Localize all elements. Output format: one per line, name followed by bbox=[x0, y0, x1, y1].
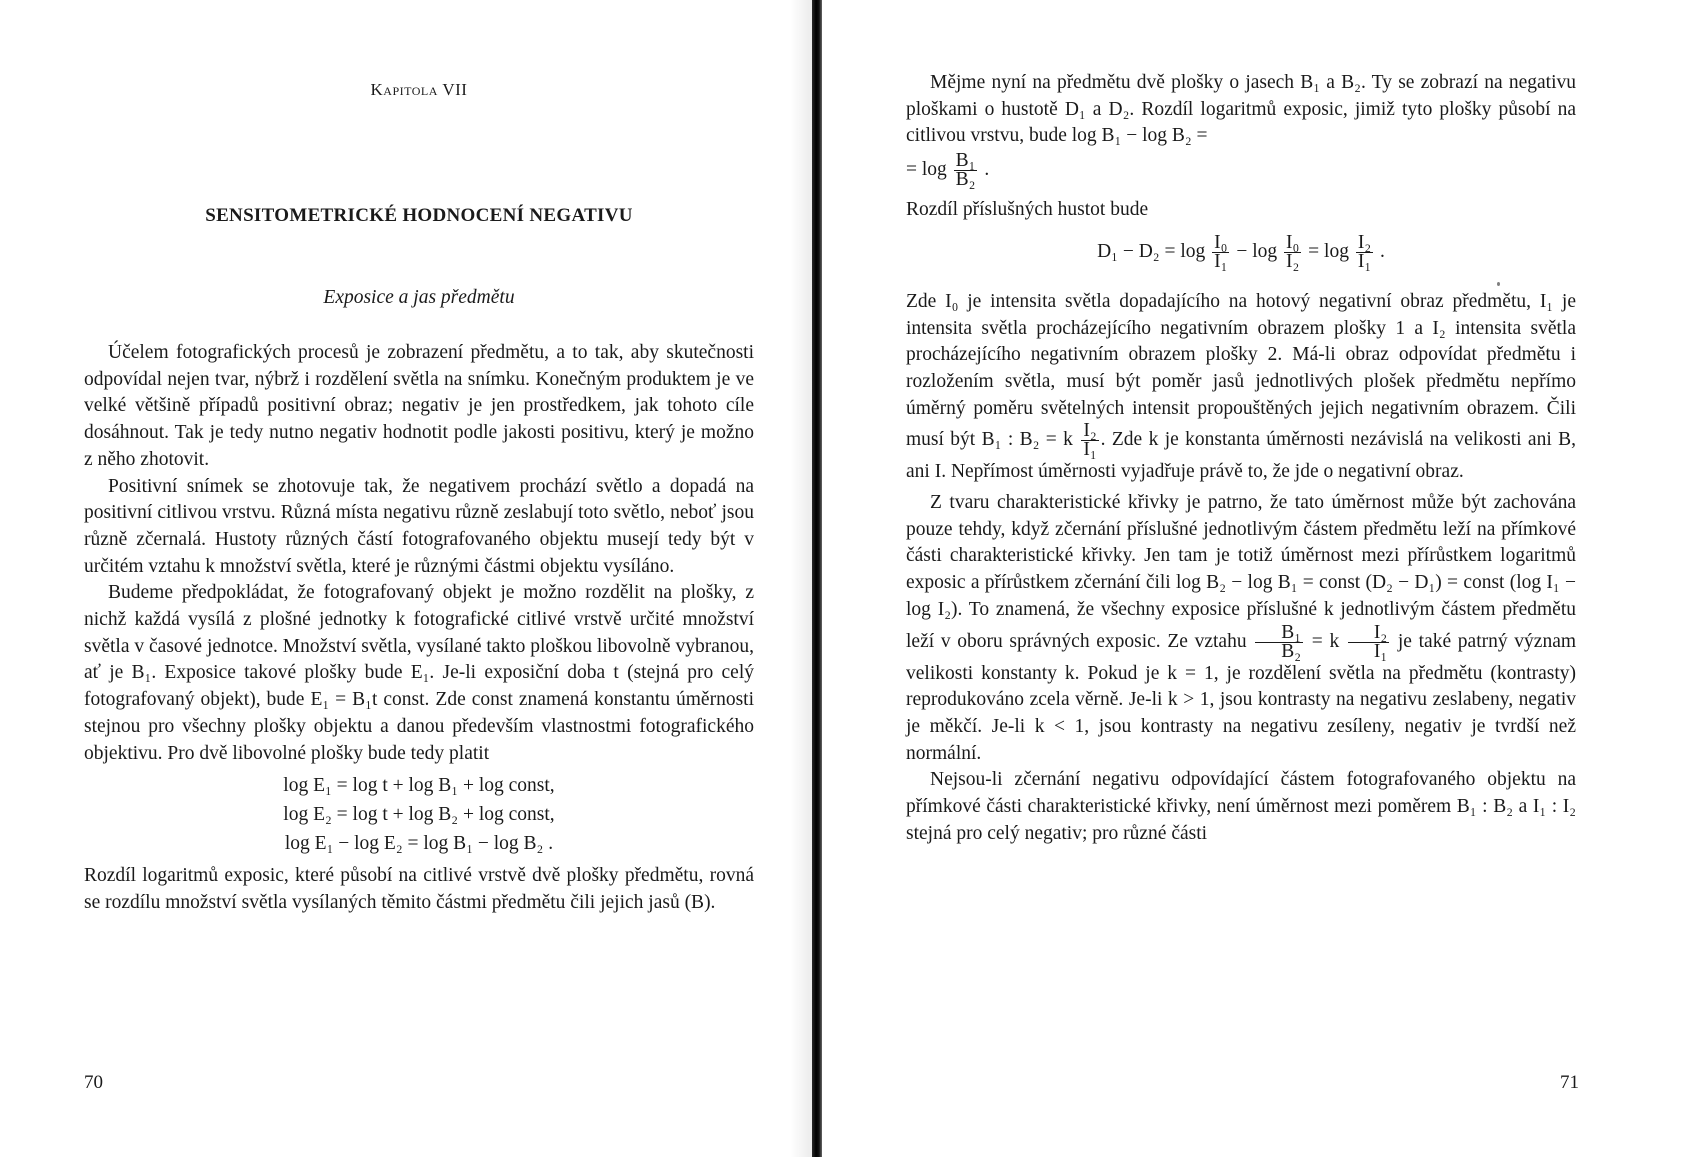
proportion-fraction bbox=[1081, 422, 1098, 459]
relation-mid: = k bbox=[1311, 630, 1340, 652]
right-paragraph-4-tail: je také patrný význam velikosti konstanty k. Pokud je k = 1, je rozdělení světla na předmětu (kontrasty) reprodukováno zcela věrně. Je-li k > 1, jsou kontrasty na negativu zeslabeny, negativ je měkčí. Je-li k < 1, jsou kontrasty na negativu zesíleny, negativ je tvrdší než normální. bbox=[906, 630, 1577, 764]
right-paragraph-3 bbox=[906, 289, 1576, 486]
density-fraction-2 bbox=[1284, 231, 1301, 272]
page-number-left: 70 bbox=[84, 1072, 103, 1093]
density-equation bbox=[906, 231, 1576, 272]
right-page bbox=[822, 0, 1695, 1157]
ratio-denominator: B₂ bbox=[955, 169, 976, 191]
ratio-numerator: B₁ bbox=[955, 150, 976, 172]
ink-speck bbox=[1497, 282, 1500, 286]
right-paragraph-1 bbox=[906, 70, 1576, 150]
density-eq-end: . bbox=[1380, 240, 1385, 262]
left-paragraph-3: Budeme předpokládat, že fotografovaný objekt je možno rozdělit na plošky, z nichž každá vysílá z plošné jednotky k fotografické citlivé vrstvě určité množství světla v časové jednotce. Množství světla, vysílané takto ploškou libovolně vybranou, ať je B₁. Exposice takové plošky bude E₁. Je-li exposiční doba t (stejná pro celý fotografovaný objekt), bude E₁ = B₁t const. Zde const znamená konstantu úměrnosti stejnou pro všechny plošky objektu a danou především vlastnostmi fotografického objektivu. Pro dvě libovolné plošky bude tedy platit bbox=[84, 582, 754, 764]
density-eq-mid: − log bbox=[1236, 240, 1278, 262]
density-f1-num: I₀ bbox=[1214, 231, 1228, 253]
left-paragraph-4: Rozdíl logaritmů exposic, které působí na citlivé vrstvě dvě plošky předmětu, rovná se rozdílu množství světla vysílaných těmito částmi předmětu čili jejich jasů (B). bbox=[84, 865, 754, 914]
density-f2-num: I₀ bbox=[1286, 231, 1300, 253]
density-f1-den: I₁ bbox=[1214, 250, 1228, 272]
equation-block bbox=[84, 773, 754, 857]
relation-fraction-1 bbox=[1255, 621, 1303, 662]
proportion-prefix: B₁ : B₂ = k bbox=[981, 429, 1073, 451]
section-subtitle: Exposice a jas předmětu bbox=[323, 287, 515, 308]
left-paragraph-1: Účelem fotografických procesů je zobrazení předmětu, a to tak, aby skutečnosti odpovídal nejen tvar, nýbrž i rozdělení světla na snímku. Konečným produktem je ve velké většině případů positivní obraz; negativ je jen prostředkem, jak tohoto cíle dosáhnout. Tak je tedy nutno negativ hodnotit podle jakosti positivu, který je možno z něho zhotovit. bbox=[84, 342, 754, 470]
right-paragraph-4-text: Z tvaru charakteristické křivky je patrno, že tato úměrnost může být zachována pouze tehdy, když zčernání příslušné jednotlivým částem předmětu leží na přímkové části charakteristické křivky. Jen tam je totiž úměrnost mezi přírůstkem logaritmů exposic a přírůstkem zčernání čili log B₂ − log B₁ = const (D₂ − D₁) = const (log I₁ − log I₂). To znamená, že všechny exposice příslušné k jednotlivým částem předmětu leží v oboru správných exposic. Ze vztahu bbox=[906, 492, 1576, 652]
right-paragraph-5: Nejsou-li zčernání negativu odpovídající částem fotografovaného objektu na přímkové části charakteristické křivky, není úměrnost mezi poměrem B₁ : B₂ a I₁ : I₂ stejná pro celý negativ; pro různé části bbox=[906, 769, 1576, 844]
left-page bbox=[0, 0, 812, 1157]
relation-f1-num: B₁ bbox=[1255, 624, 1303, 643]
density-eq-left: D₁ − D₂ = log bbox=[1097, 240, 1206, 262]
density-f2-den: I₂ bbox=[1286, 250, 1300, 272]
right-paragraph-1-text: Mějme nyní na předmětu dvě plošky o jasech B₁ a B₂. Ty se zobrazí na negativu ploškami o hustotě D₁ a D₂. Rozdíl logaritmů exposic, jimiž tyto plošky působí na citlivou vrstvu, bude log B₁ − log B₂ = bbox=[906, 72, 1576, 147]
proportion-num: I₂ bbox=[1083, 420, 1097, 442]
right-paragraph-2: Rozdíl příslušných hustot bude bbox=[906, 199, 1149, 221]
right-paragraph-3-tail: . Zde k je konstanta úměrnosti nezávislá na velikosti ani B, ani I. Nepřímost úměrnosti vyjadřuje právě to, že jde o negativní obraz. bbox=[906, 429, 1577, 483]
right-paragraph-4 bbox=[906, 490, 1576, 767]
proportion-den: I₁ bbox=[1083, 439, 1097, 461]
gutter-shadow bbox=[790, 0, 812, 1157]
chapter-heading: Kapitola VII bbox=[370, 80, 468, 99]
left-paragraph-2: Positivní snímek se zhotovuje tak, že negativem prochází světlo a dopadá na positivní citlivou vrstvu. Různá místa negativu různě zeslabují toto světlo, neboť jsou různě zčernalá. Hustoty různých částí fotografovaného objektu musejí tedy být v určitém vztahu k množství světla, které je různými částmi objektu vysíláno. bbox=[84, 475, 754, 577]
equation-line-3: log E₁ − log E₂ = log B₁ − log B₂ . bbox=[284, 832, 554, 854]
relation-fraction-2 bbox=[1348, 621, 1389, 662]
relation-f2-num: I₂ bbox=[1348, 624, 1389, 643]
ratio-suffix: . bbox=[984, 159, 990, 181]
relation-f2-den: I₁ bbox=[1373, 640, 1388, 662]
page-number-right: 71 bbox=[1560, 1072, 1579, 1093]
book-gutter bbox=[812, 0, 822, 1157]
density-eq-equals: = log bbox=[1308, 240, 1349, 262]
right-paragraph-1-equation bbox=[906, 152, 1576, 189]
density-f3-den: I₁ bbox=[1357, 250, 1372, 272]
right-paragraph-3-text: Zde I₀ je intensita světla dopadajícího na hotový negativní obraz předmětu, I₁ je intensita světla procházejícího negativním obrazem plošky 1 a I₂ intensita světla procházejícího negativním obrazem plošky 2. Má-li obraz odpovídat předmětu i rozložením světla, musí být poměr jasů jednotlivých plošek předmětu nepřímo úměrný poměru světelných intensit propouštěných jejich negativním obrazem. Čili musí být bbox=[906, 290, 1576, 451]
left-body bbox=[84, 340, 754, 917]
relation-f1-den: B₂ bbox=[1281, 640, 1302, 662]
density-f3-num: I₂ bbox=[1357, 231, 1372, 253]
equation-line-2: log E₂ = log t + log B₂ + log const, bbox=[283, 803, 555, 825]
right-body bbox=[906, 70, 1576, 847]
chapter-title: SENSITOMETRICKÉ HODNOCENÍ NEGATIVU bbox=[205, 205, 633, 226]
ratio-prefix: = log bbox=[906, 159, 947, 181]
ratio-fraction bbox=[954, 152, 978, 189]
density-fraction-3 bbox=[1356, 231, 1373, 272]
equation-line-1: log E₁ = log t + log B₁ + log const, bbox=[283, 775, 555, 797]
density-fraction-1 bbox=[1212, 231, 1229, 272]
